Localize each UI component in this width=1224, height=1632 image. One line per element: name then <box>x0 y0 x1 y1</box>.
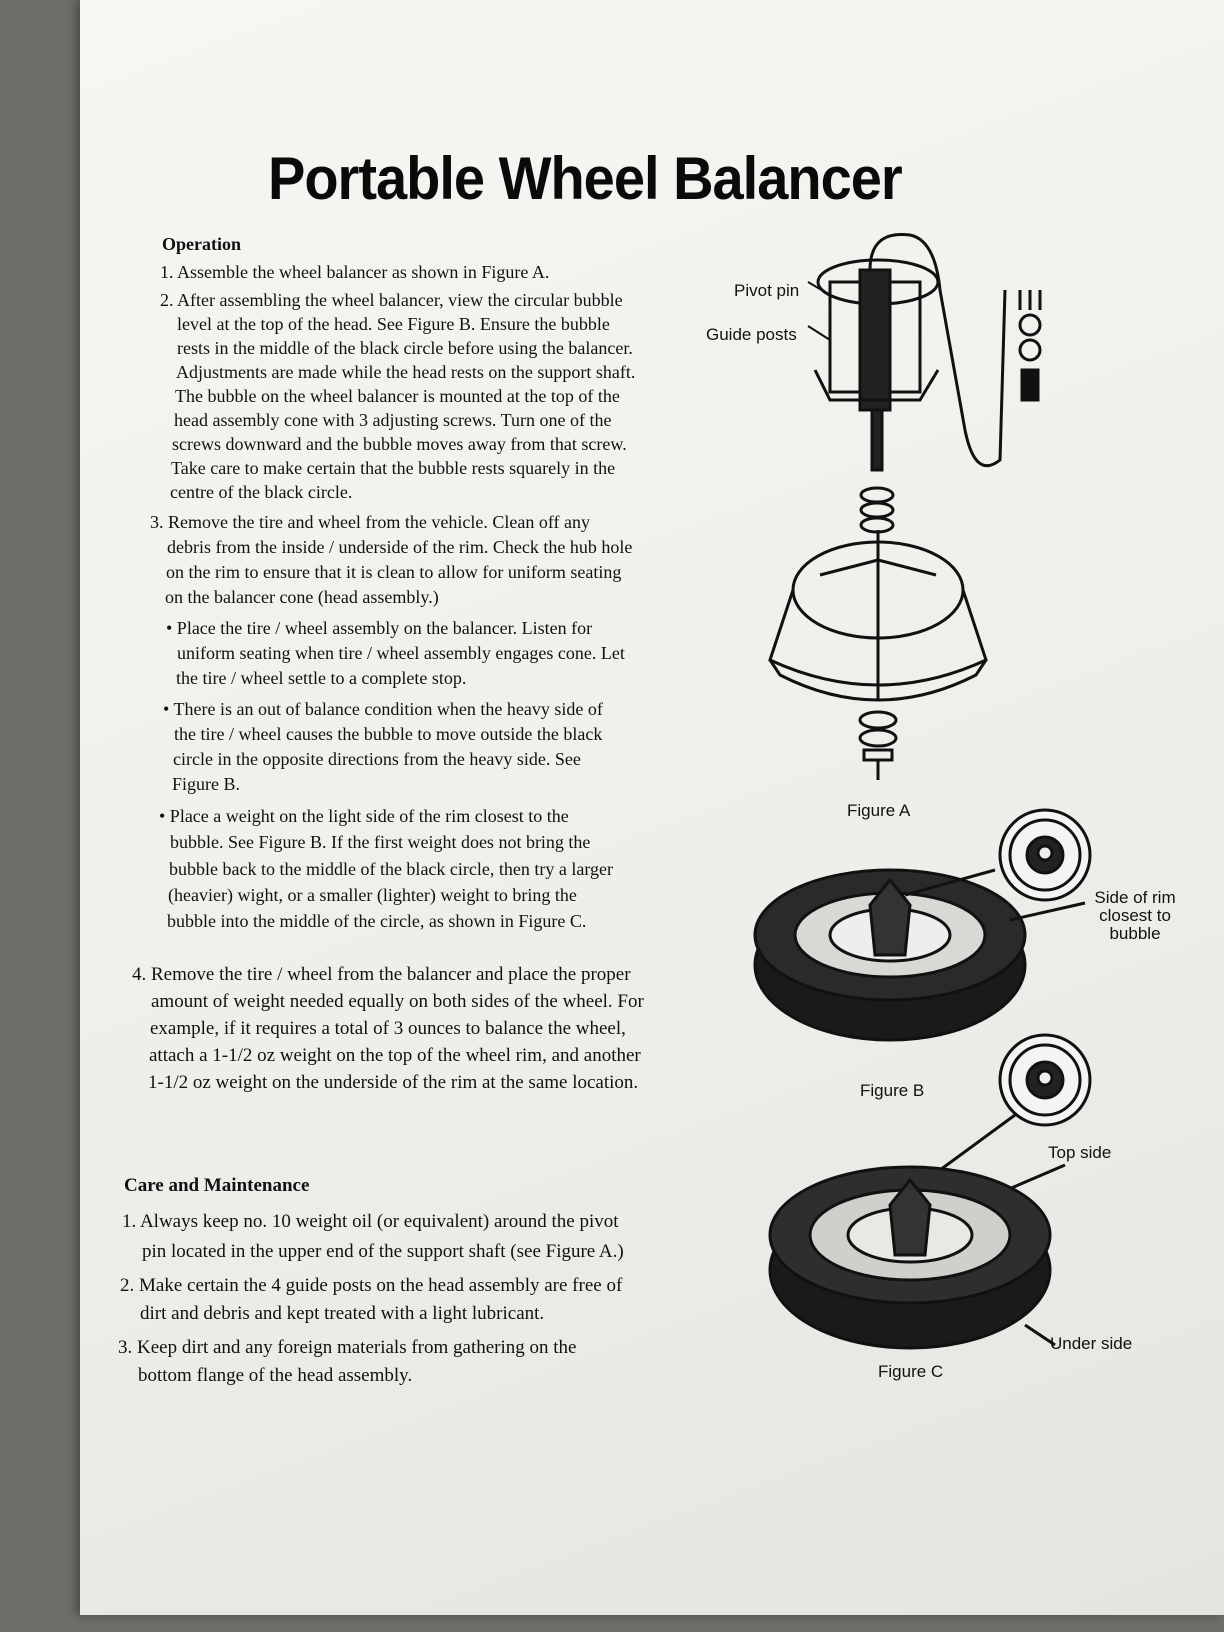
guide-posts-label: Guide posts <box>706 325 797 344</box>
side-of-rim-label: Side of rim closest to bubble <box>1094 888 1176 943</box>
top-side-label: Top side <box>1048 1143 1112 1162</box>
operation-heading: Operation <box>162 234 241 254</box>
figure-a-balancer-diagram <box>760 230 1060 790</box>
figure-b-caption: Figure B <box>860 1081 925 1100</box>
care-heading: Care and Maintenance <box>124 1175 310 1196</box>
pivot-pin-label: Pivot pin <box>734 281 800 300</box>
page-title: Portable Wheel Balancer <box>268 144 902 213</box>
figure-c-tire-diagram <box>765 1035 1085 1345</box>
figure-c-caption: Figure C <box>878 1362 944 1381</box>
figure-a-caption: Figure A <box>847 801 911 820</box>
operation-step-1: 1. Assemble the wheel balancer as shown in Figure A. <box>160 262 550 282</box>
under-side-label: Under side <box>1050 1334 1133 1353</box>
